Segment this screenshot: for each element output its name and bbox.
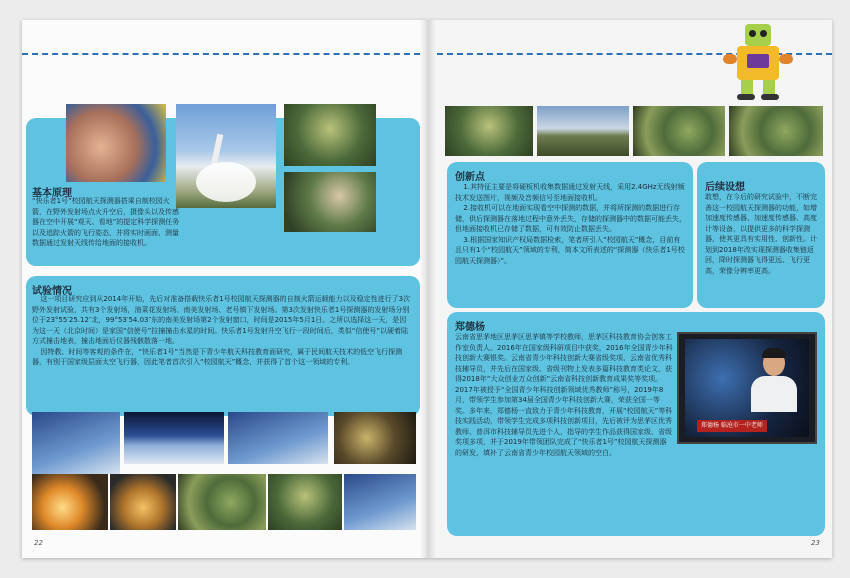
photo-grid-item xyxy=(32,474,108,530)
innovation-item: 3.根据国家知识产权局数据检索，笔者所引入“校园航天”概念，目前有且只有1个“校园航天”领域的专利，简本文所表述的“探测器（快乐者1号校园航天探测器）”。 xyxy=(455,235,685,265)
future-text: 敢想，在今后的研究试验中，不断完善这一校园航天探测器的功能，如增加速度传感器、加速度传感器、高度计等设备，以提供更多的科学探测器，使其更具有实用性、创新性。计划到2018年改实现探测器收集链返回，降时探测器飞得更远、飞行更高，荣像分辨率更高。 xyxy=(705,193,817,275)
right-page xyxy=(427,20,832,558)
photo-grid-item xyxy=(334,412,416,464)
top-photo-strip-item xyxy=(537,106,629,156)
spine-gutter xyxy=(420,20,436,558)
photo-grid-item xyxy=(110,474,176,530)
hand-device-photo xyxy=(284,172,376,232)
test-status-title: 试验情况 xyxy=(32,286,72,297)
future-title: 后续设想 xyxy=(705,182,745,193)
innovation-text xyxy=(455,182,687,304)
robot-illustration xyxy=(723,24,793,100)
top-photo-strip-item xyxy=(633,106,725,156)
left-page xyxy=(22,20,427,558)
test-status-text xyxy=(32,294,412,412)
dashed-divider xyxy=(22,53,420,55)
innovation-title: 创新点 xyxy=(455,172,485,183)
test-status-paragraph: 因特教、时间等客观的条件在，“快乐者1号”当然是下青少年航天科技教育面研究，属于民间航天技术的低空飞行探测器，有别于国家级层面太空飞行器，因此笔者首次引入“校园航天”概念，并获得了首个这一领域的专利。 xyxy=(32,347,403,366)
innovation-item: 2.接收机可以在地面实现看空中探测的数据，并将所探测的数据进行存储，供后探测器在落地过程中意外丢失，存储的探测器中的数据可能丢失，但地面接收机已存储了数据，可有效防止数据丢失。 xyxy=(455,204,686,233)
tv-screenshot xyxy=(677,332,817,444)
tv-caption: 郑德杨 临沧市一中老师 xyxy=(697,420,767,432)
magazine-spread xyxy=(22,20,832,558)
top-photo-strip-item xyxy=(729,106,823,156)
author-bio: 云南省思茅地区思茅区思茅镇等学校教师，思茅区科技教育协会创客工作室负责人。2016年在国家级科研项目中获奖，2016年全国青少年科技创新大赛银奖。云南省青少年科技创新大赛省级奖项、云南省优秀科技辅导员，并先后在国家级、省级刊物上发表多篇科技教育类论文，获得2018年“大众创业万众创新”云南省科技创新教育成果奖等奖项。2017年被授予“全国青少年科技创新领域优秀教师”称号，2019年8月，带领学生参加第34届全国青少年科技创新大赛，荣获全国一等奖。多年来，郑德杨一直致力于青少年科技教育，开展“校园航天”等科技实践活动，带领学生完成多项科技创新项目，先后被评为思茅区优秀教师、普洱市科技辅导员先进个人，指导的学生作品获得国家级、省级奖项多项，并于2019年带领团队完成了“快乐者1号”校园航天探测器的研发，填补了云南省青少年校园航天领域的空白。 xyxy=(455,333,673,457)
page-number: 23 xyxy=(811,539,820,547)
test-status-paragraph: 这一项目研究应到从2014年开始，先后对准备搭载快乐者1号校园航天探测器的自制火箭运载能力以及稳定性进行了3次野外发射试验，共有3个发射场，油菜花发射场、南美发射场、老号镇下发射场。第3次发射快乐者1号探测器的发射场分别位于23°55′25.12″北，99°53′54.03″东的南美发射场第2个发射窗口，时间是2015年5月1日。之所以选择这一天，是因为这一天（北京时间）是家国“信使号”拉撞撞击水星的时间。快乐者1号发射升空飞行一段时间后，类似“信使号”以硬着陆方式撞击地表，撞击地面后仪器残骸散落一地。 xyxy=(32,295,411,345)
photo-grid-item xyxy=(32,412,120,474)
photo-grid-item xyxy=(228,412,328,464)
author-portrait xyxy=(751,350,797,412)
photo-grid-item xyxy=(268,474,342,530)
photo-grid-item xyxy=(178,474,266,530)
photo-grid-item xyxy=(344,474,416,530)
innovation-item: 1.其特征主要是将硬板机收集数据通过发射天线，采用2.4GHz无线射频技术发送图片，视频及音频信号至地面接收机。 xyxy=(455,183,685,202)
grass-aerial-photo xyxy=(284,104,376,166)
basic-principle-title: 基本原理 xyxy=(32,188,72,199)
author-name: 郑德杨 xyxy=(455,322,485,333)
photo-grid-item xyxy=(124,412,224,464)
student-face-photo xyxy=(66,104,166,182)
basic-principle-text: “快乐者1号”校园航天探测器搭乘自制校园火箭，在野外发射场点火升空后，摄像头以及传感器在空中开展“观天、看地”的提定科学探测任务以及追踪火箭的飞行姿态，并将实时画面、测量数据通过发射天线传给地面的接收机。 xyxy=(32,197,180,247)
top-photo-strip-item xyxy=(445,106,533,156)
page-number: 22 xyxy=(34,539,43,547)
rocket-launch-photo xyxy=(176,104,276,208)
